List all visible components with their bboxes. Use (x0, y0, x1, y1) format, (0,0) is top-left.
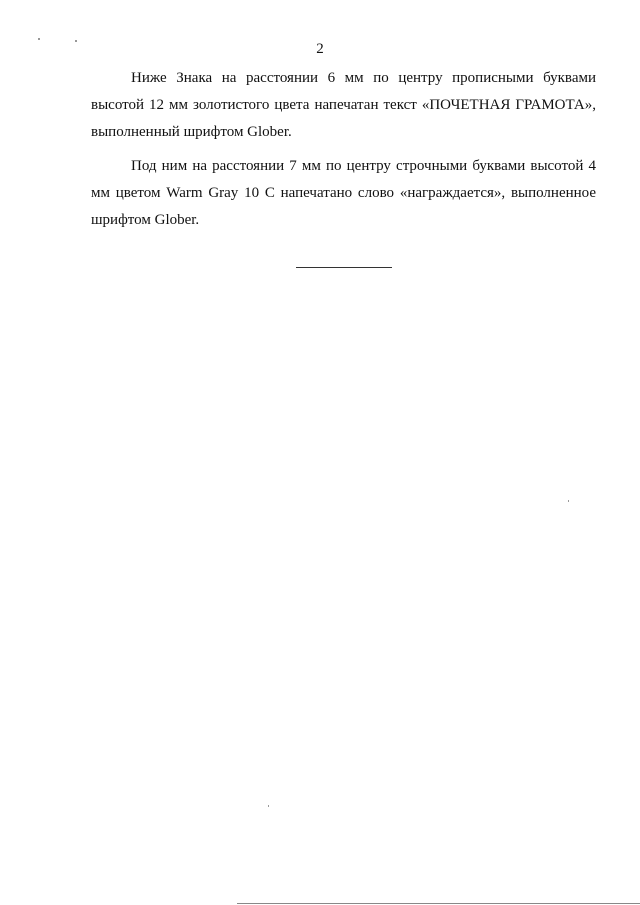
document-body (91, 65, 596, 241)
scan-bottom-edge (237, 903, 640, 904)
paragraph-nagrazhdaetsya-text: Под ним на расстоянии 7 мм по центру строчными буквами высотой 4 мм цветом Warm Gray 10 C напечатано слово «награждается», выполненное шрифтом Glober. (91, 158, 596, 228)
end-of-text-rule (296, 267, 392, 268)
scan-speck (75, 40, 77, 42)
page-number: 2 (316, 41, 324, 57)
scan-speck (268, 805, 269, 807)
paragraph-gramota-text: Ниже Знака на расстоянии 6 мм по центру прописными буквами высотой 12 мм золотистого цвета напечатан текст «ПОЧЕТНАЯ ГРАМОТА», выполненный шрифтом Glober. (91, 70, 596, 140)
scan-speck (38, 38, 40, 40)
scan-speck (568, 500, 569, 502)
